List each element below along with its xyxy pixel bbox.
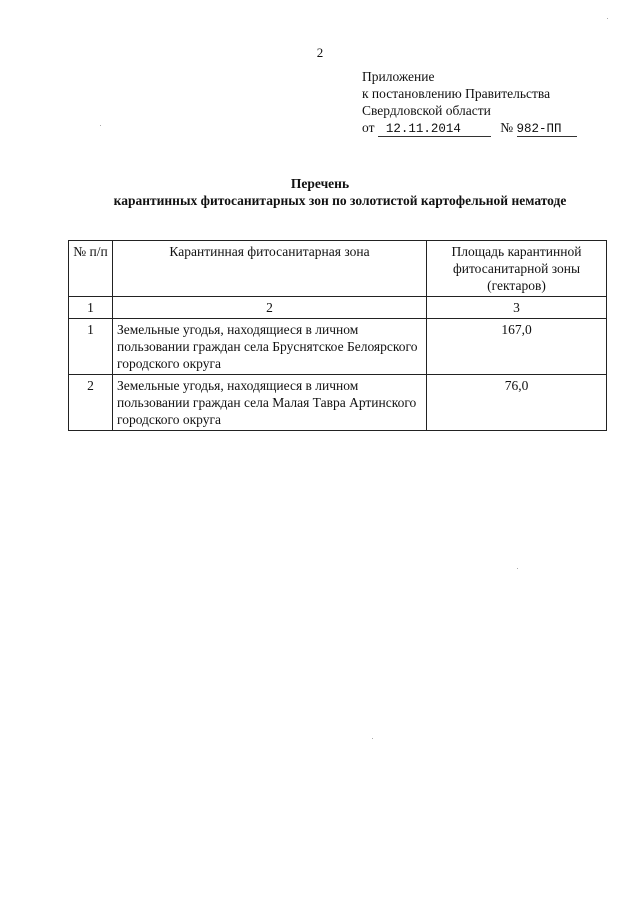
row-area: 76,0	[427, 375, 607, 431]
row-zone: Земельные угодья, находящиеся в личном пользовании граждан села Малая Тавра Артинского городского округа	[113, 375, 427, 431]
table-header-row	[69, 241, 607, 297]
row-zone: Земельные угодья, находящиеся в личном пользовании граждан села Бруснятское Белоярского городского округа	[113, 319, 427, 375]
scan-speck	[372, 738, 373, 739]
appendix-line-1: Приложение	[362, 69, 435, 84]
decree-date: 12.11.2014	[378, 122, 491, 137]
title-line-2: карантинных фитосанитарных зон по золотистой картофельной нематоде	[113, 193, 567, 208]
number-label: №	[500, 120, 514, 135]
appendix-header	[362, 68, 577, 137]
scan-speck	[517, 568, 518, 569]
appendix-date-line	[362, 119, 577, 137]
row-area: 167,0	[427, 319, 607, 375]
appendix-line-3: Свердловской области	[362, 103, 491, 118]
row-num: 2	[69, 375, 113, 431]
title-line-1: Перечень	[290, 176, 350, 191]
header-area: Площадь карантинной фитосанитарной зоны (гектаров)	[427, 241, 607, 297]
column-index: 1	[69, 297, 113, 319]
decree-number: 982-ПП	[517, 122, 577, 137]
document-title	[0, 175, 640, 209]
column-index: 2	[113, 297, 427, 319]
page-number: 2	[316, 45, 324, 60]
row-num: 1	[69, 319, 113, 375]
column-index-row	[69, 297, 607, 319]
scan-speck	[607, 18, 608, 19]
header-num: № п/п	[69, 241, 113, 297]
table-row	[69, 375, 607, 431]
table-row	[69, 319, 607, 375]
appendix-line-2: к постановлению Правительства	[362, 86, 551, 101]
from-label: от	[362, 120, 375, 135]
quarantine-zones-table	[68, 240, 607, 431]
column-index: 3	[427, 297, 607, 319]
scan-speck	[100, 125, 101, 126]
header-zone: Карантинная фитосанитарная зона	[113, 241, 427, 297]
